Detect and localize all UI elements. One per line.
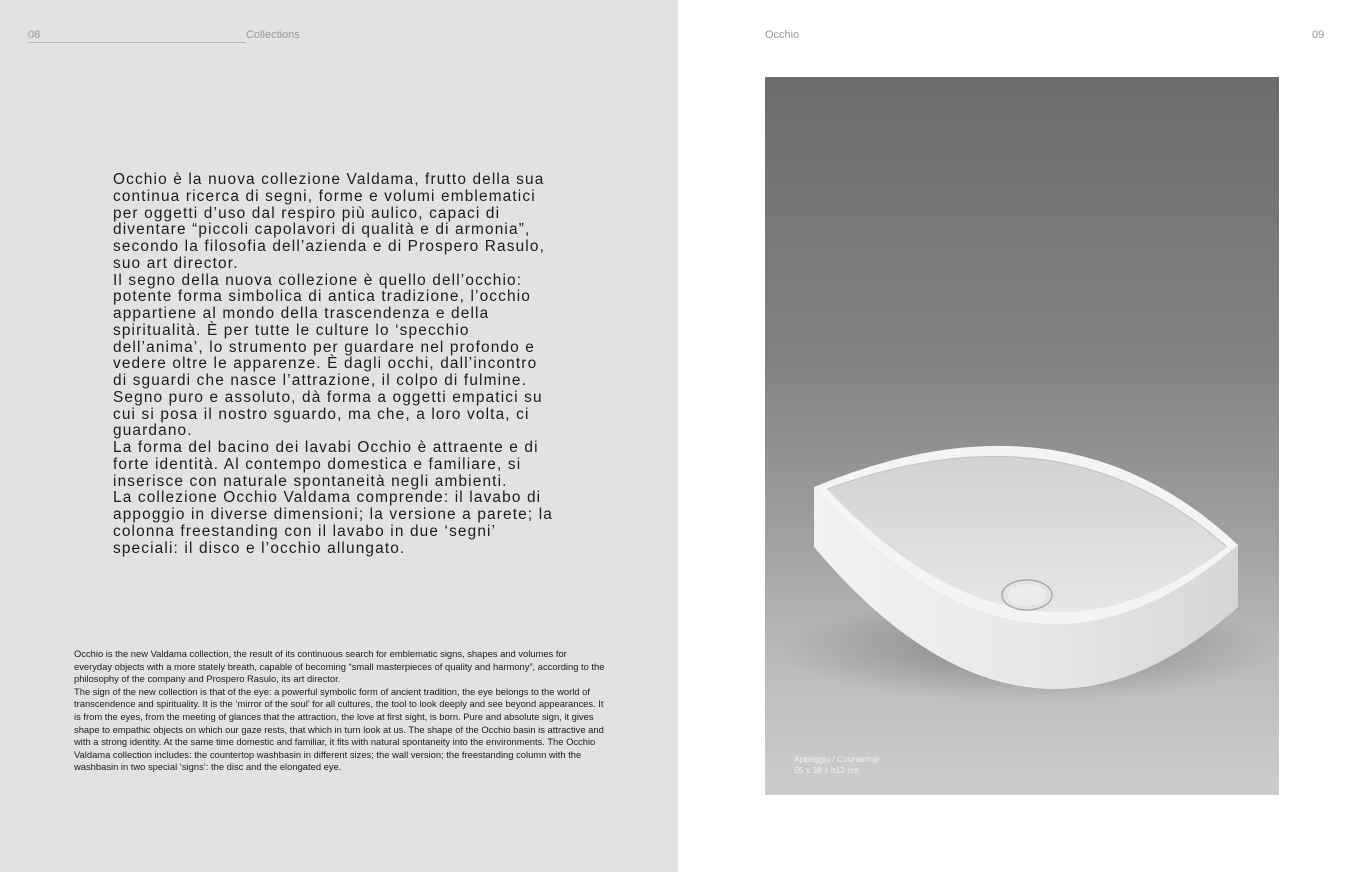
caption-model: Appoggio / Countertop [794, 754, 880, 764]
section-title-right: Occhio [765, 29, 800, 41]
italian-text-block [113, 172, 553, 557]
english-paragraph: Occhio is the new Valdama collection, the result of its continuous search for emblematic signs, shapes and volumes for everyday objects with a more stately breath, capable of becoming “small masterpieces of quality and harmony”, according to the philosophy of the company and Prospero Rasulo, its art director. [74, 648, 605, 685]
page-number-left: 08 [28, 29, 41, 41]
english-text-block [74, 648, 606, 774]
product-photo [765, 77, 1279, 795]
section-title-left: Collections [246, 29, 300, 41]
caption-dimensions: 65 x 38 x h12 cm [794, 765, 859, 775]
italian-paragraph: Il segno della nuova collezione è quello dell’occhio: potente forma simbolica di antica tradizione, l’occhio appartiene al mondo della trascendenza e della spiritualità. È per tutte le culture lo ‘specchio dell’anima’, lo strumento per guardare nel profondo e vedere oltre le apparenze. È dagli occhi, dall’incontro di sguardi che nasce l’attrazione, il colpo di fulmine. Segno puro e assoluto, dà forma a oggetti empatici su cui si posa il nostro sguardo, ma che, a loro volta, ci guardano. [113, 271, 543, 440]
header-rule [28, 42, 246, 43]
photo-caption [794, 754, 879, 776]
page-number-right: 09 [1312, 29, 1325, 41]
italian-paragraph: Occhio è la nuova collezione Valdama, frutto della sua continua ricerca di segni, forme e volumi emblematici per oggetti d’uso dal respiro più aulico, capaci di diventare “piccoli capolavori di qualità e di armonia”, secondo la filosofia dell’azienda e di Prospero Rasulo, suo art director. [113, 171, 545, 272]
washbasin-image [765, 77, 1279, 795]
right-page [678, 0, 1356, 872]
italian-paragraph: La collezione Occhio Valdama comprende: il lavabo di appoggio in diverse dimensioni; la versione a parete; la colonna freestanding con il lavabo in due ‘segni’ speciali: il disco e l’occhio allungato. [113, 489, 553, 557]
english-paragraph: The sign of the new collection is that of the eye: a powerful symbolic form of ancient tradition, the eye belongs to the world of transcendence and spirituality. It is the ‘mirror of the soul’ for all cultures, the tool to look deeply and see beyond appearances. It is from the eyes, from the meeting of glances that the attraction, the love at first sight, is born. Pure and absolute sign, it gives shape to empathic objects on which our gaze rests, that which in turn look at us. The shape of the Occhio basin is attractive and with a strong identity. At the same time domestic and familiar, it fits with natural spontaneity into the environments. The Occhio Valdama collection includes: the countertop washbasin in different sizes; the wall version; the freestanding column with the washbasin in two special ‘signs’: the disc and the elongated eye. [74, 685, 604, 773]
italian-paragraph: La forma del bacino dei lavabi Occhio è attraente e di forte identità. Al contempo domestica e familiare, si inserisce con naturale spontaneità negli ambienti. [113, 439, 539, 490]
